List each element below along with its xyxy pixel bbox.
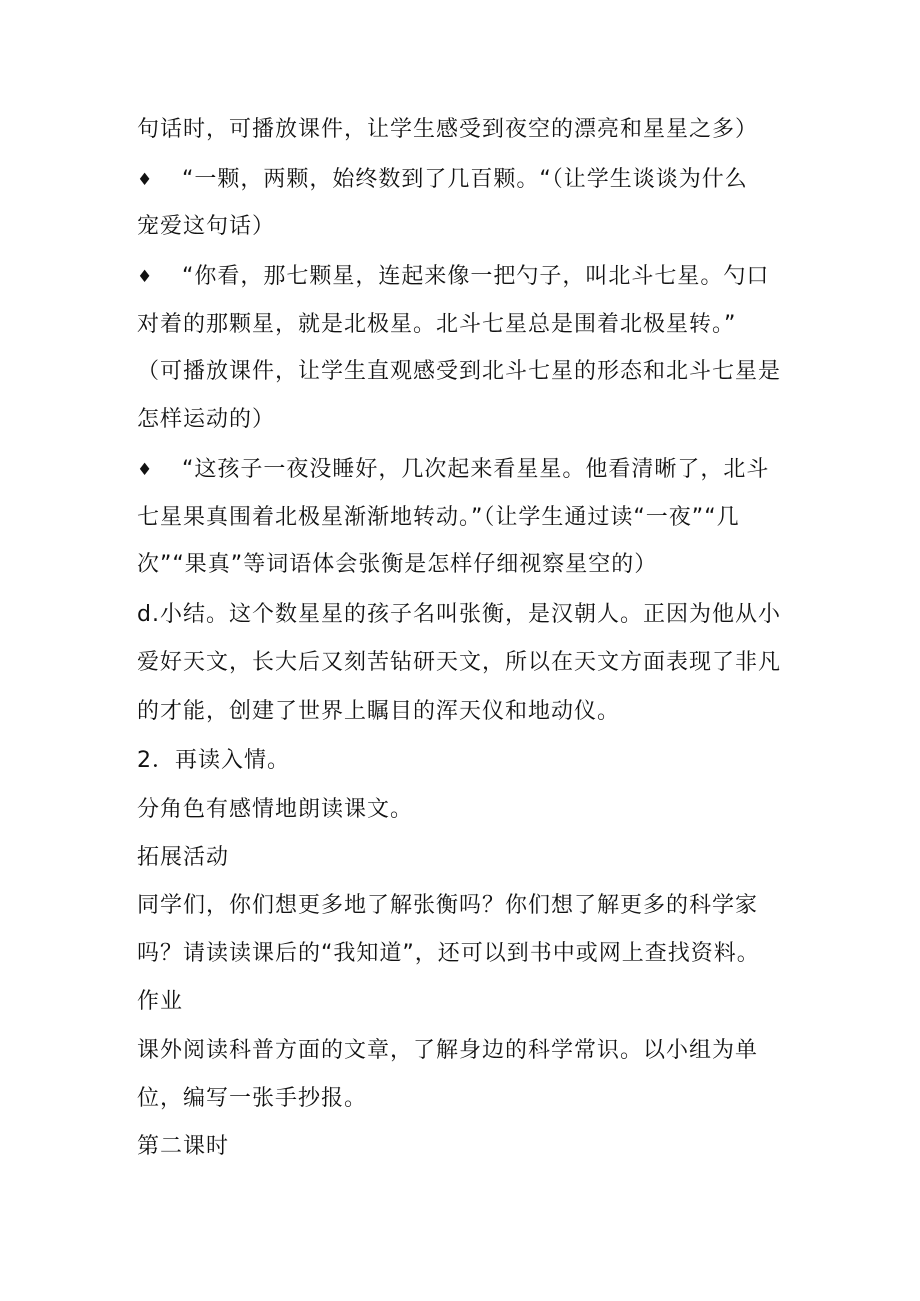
bullet-diamond-icon: ♦ <box>137 170 153 190</box>
text-line: “一颗，两颗，始终数到了几百颗。“（让学生谈谈为什么 <box>182 167 748 192</box>
text-line: 2．再读入情。 <box>137 748 290 773</box>
bullet-diamond-icon: ♦ <box>137 267 153 287</box>
text-line: “你看，那七颗星，连起来像一把勺子，叫北斗七星。勺口 <box>182 264 770 289</box>
text-line: 分角色有感情地朗读课文。 <box>137 797 414 822</box>
text-line: d.小结。这个数星星的孩子名叫张衡，是汉朝人。正因为他从小 <box>137 602 781 627</box>
text-line: （可播放课件，让学生直观感受到北斗七星的形态和北斗七星是 <box>137 359 782 384</box>
text-line: 对着的那颗星，就是北极星。北斗七星总是围着北极星转。” <box>137 312 737 337</box>
section-heading: 第二课时 <box>137 1134 230 1159</box>
section-heading: 拓展活动 <box>137 845 230 870</box>
text-line: 句话时，可播放课件，让学生感受到夜空的漂亮和星星之多） <box>137 117 759 142</box>
text-line: 宠爱这句话） <box>137 214 276 239</box>
text-line: 七星果真围着北极星渐渐地转动。”（让学生通过读“一夜”“几 <box>137 505 740 530</box>
text-line: 吗？请读读课后的“我知道”，还可以到书中或网上查找资料。 <box>137 941 760 966</box>
text-line: “这孩子一夜没睡好，几次起来看星星。他看清晰了，北斗 <box>182 457 770 482</box>
text-line: 次”“果真”等词语体会张衡是怎样仔细视察星空的） <box>137 552 658 577</box>
text-line: 爱好天文，长大后又刻苦钻研天文，所以在天文方面表现了非凡 <box>137 650 782 675</box>
text-line: 同学们，你们想更多地了解张衡吗？你们想了解更多的科学家 <box>137 893 759 918</box>
text-line: 怎样运动的） <box>137 407 276 432</box>
bullet-diamond-icon: ♦ <box>137 460 153 480</box>
text-line: 的才能，创建了世界上瞩目的浑天仪和地动仪。 <box>137 699 621 724</box>
text-line: 位，编写一张手抄报。 <box>137 1086 368 1111</box>
section-heading: 作业 <box>137 989 184 1014</box>
text-line: 课外阅读科普方面的文章，了解身边的科学常识。以小组为单 <box>137 1038 759 1063</box>
